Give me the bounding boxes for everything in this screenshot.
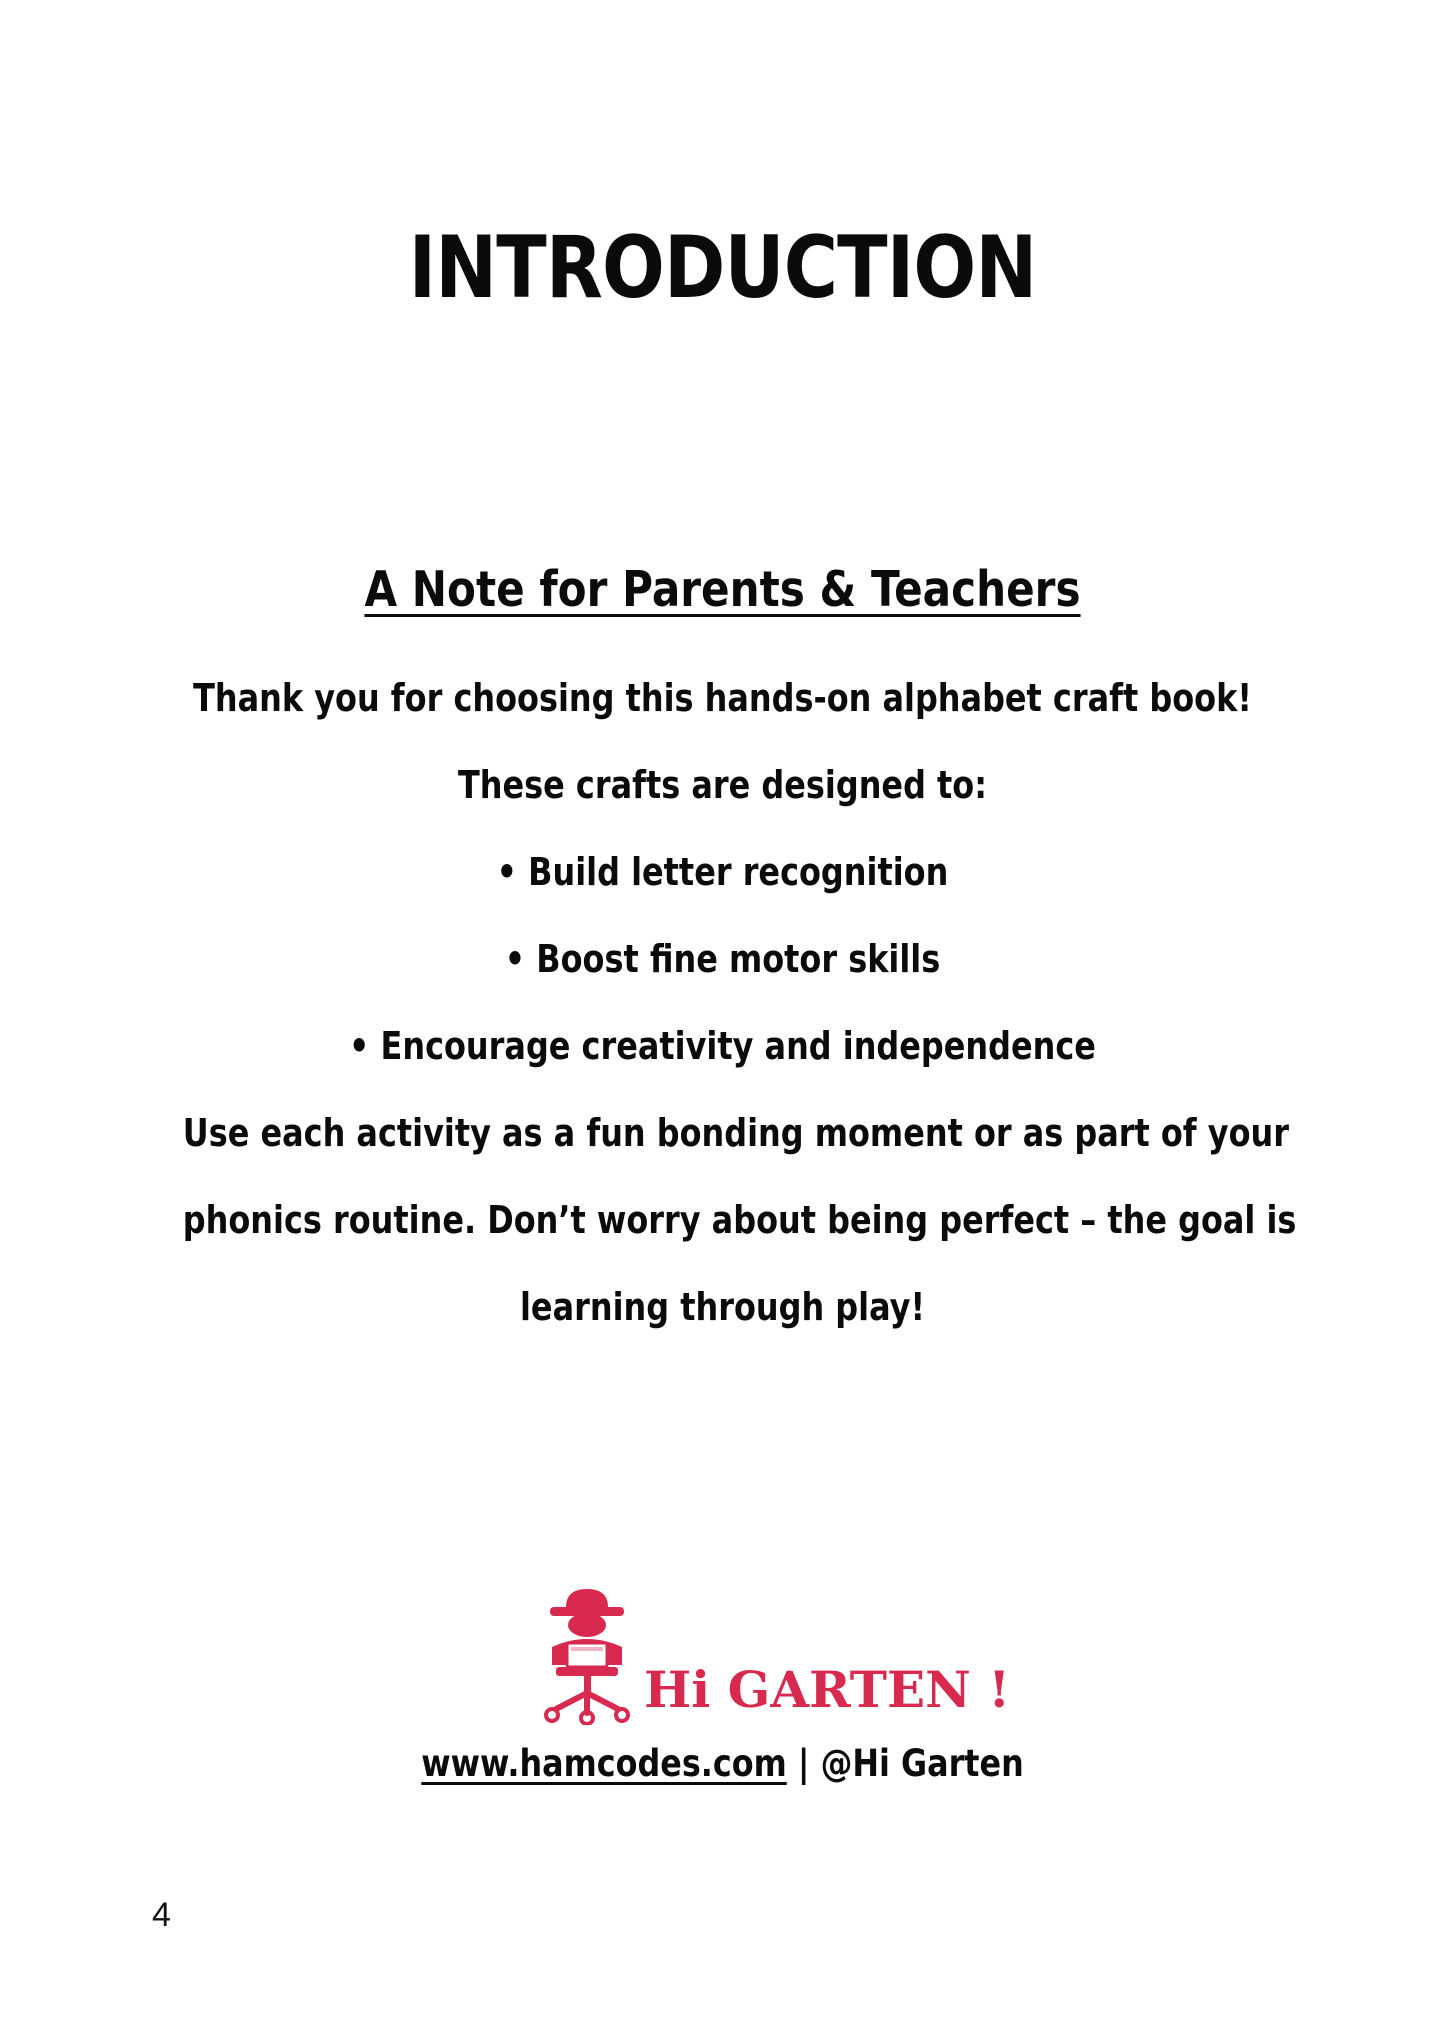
social-handle: @Hi Garten [820, 1742, 1024, 1785]
bullet-line: • Boost fine motor skills [504, 937, 941, 981]
page-number: 4 [152, 1896, 171, 1934]
body-line: Thank you for choosing this hands-on alphabet craft book! [193, 676, 1252, 720]
separator: | [797, 1742, 810, 1785]
body-line: learning through play! [519, 1285, 926, 1329]
note-heading-text: A Note for Parents & Teachers [364, 561, 1081, 618]
website-link[interactable]: www.hamcodes.com [421, 1742, 787, 1785]
intro-body [80, 668, 1365, 1364]
body-line: Use each activity as a fun bonding moment or as part of your [182, 1111, 1290, 1155]
hat-figure-chair-laptop-icon [540, 1585, 650, 1725]
page-title: INTRODUCTION [408, 218, 1037, 318]
body-line: These crafts are designed to: [458, 763, 987, 807]
bullet-line: • Encourage creativity and independence [349, 1024, 1096, 1068]
logo-text: Hi GARTEN ! [644, 1660, 1011, 1719]
note-heading [101, 561, 1344, 618]
hi-garten-logo [540, 1585, 1011, 1725]
footer-contact [101, 1742, 1344, 1785]
bullet-line: • Build letter recognition [496, 850, 949, 894]
body-line: phonics routine. Don’t worry about being perfect – the goal is [182, 1198, 1297, 1242]
